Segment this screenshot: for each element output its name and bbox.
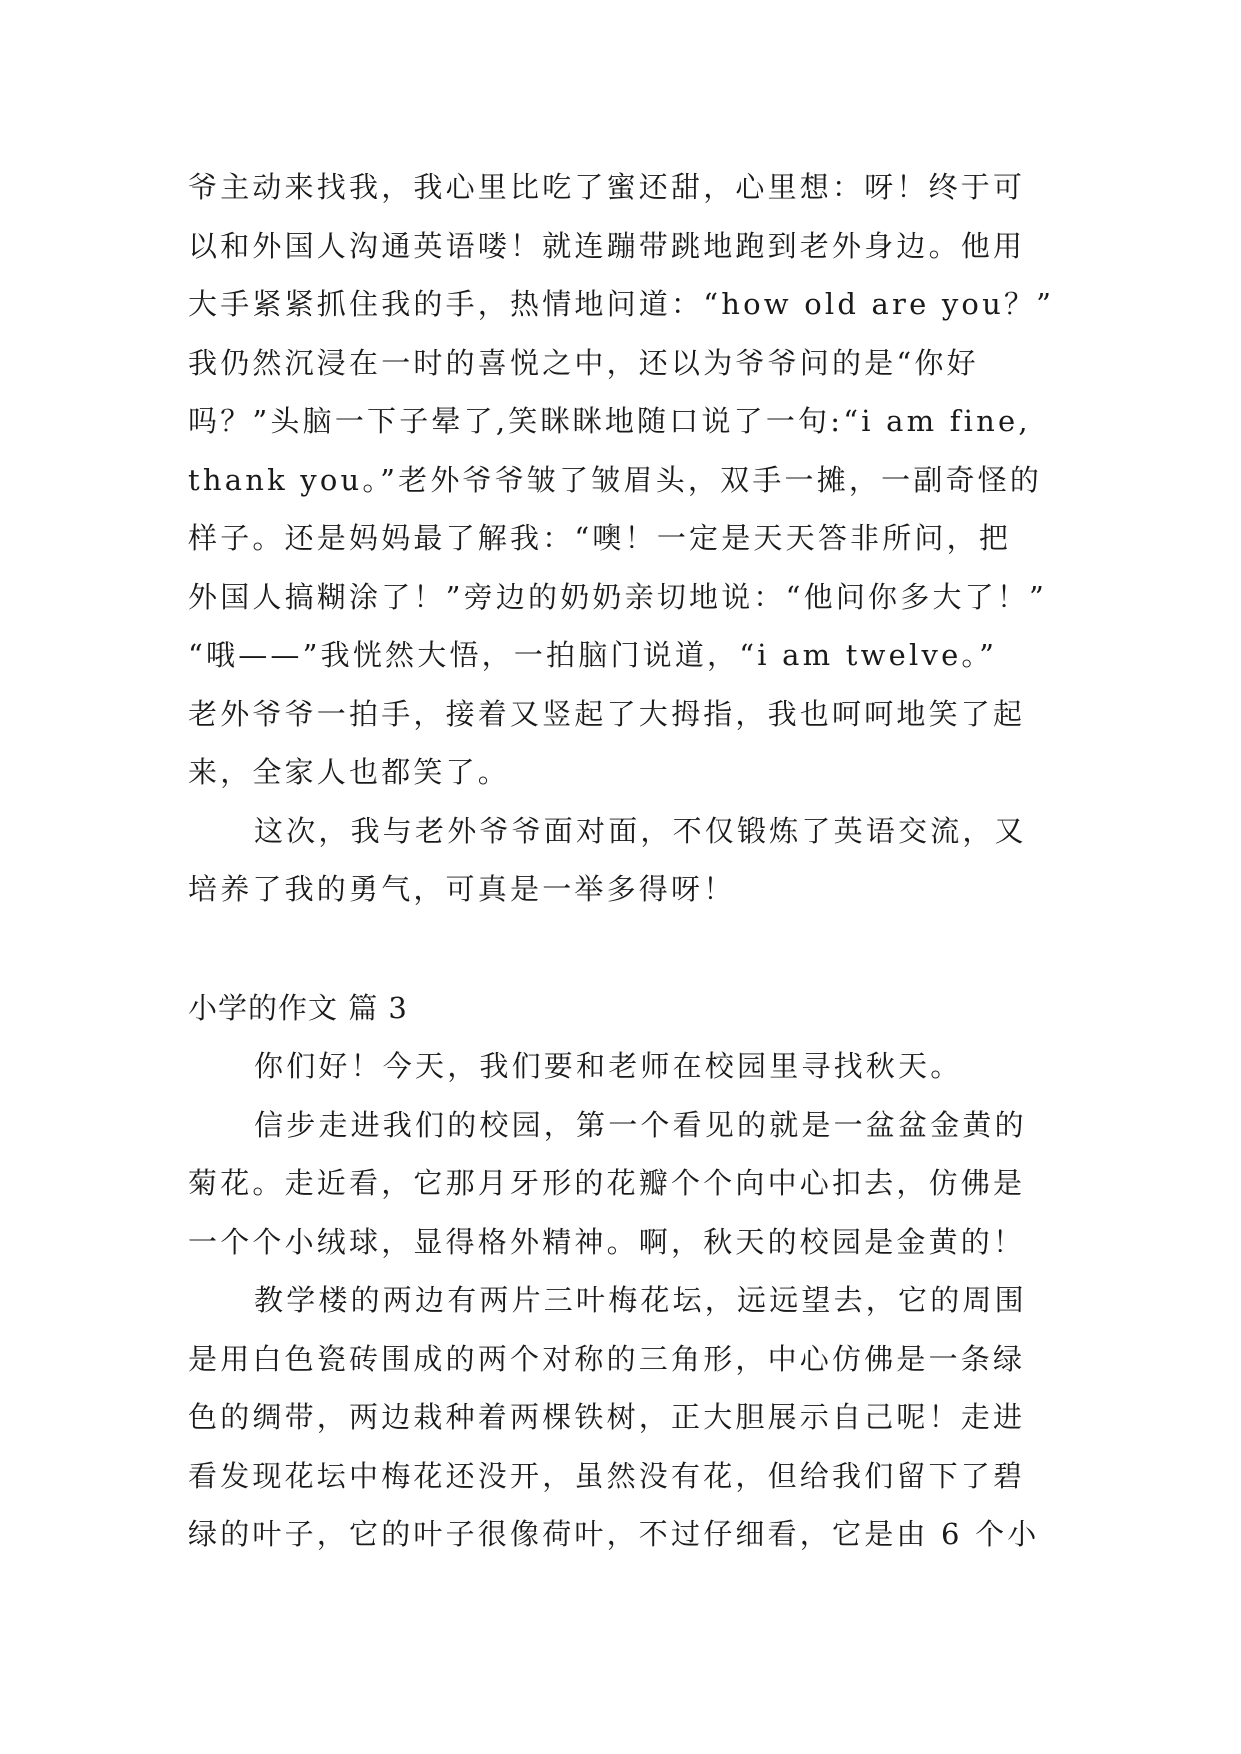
text-line: 老外爷爷一拍手，接着又竖起了大拇指，我也呵呵地笑了起 [188,696,1026,731]
text-line: 菊花。走近看，它那月牙形的花瓣个个向中心扣去，仿佛是 [188,1166,1026,1200]
text-line: 教学楼的两边有两片三叶梅花坛，远远望去，它的周围 [254,1283,1027,1317]
document-page [188,158,1088,1564]
section-heading: 小学的作文 篇 3 [188,990,408,1025]
text-line: 一个个小绒球，显得格外精神。啊，秋天的校园是金黄的！ [188,1224,1026,1259]
text-line: 样子。还是妈妈最了解我：“噢！一定是天天答非所问，把 [188,521,1012,555]
text-line: 绿的叶子，它的叶子很像荷叶，不过仔细看，它是由 6 个小 [188,1517,1040,1551]
text-line: 是用白色瓷砖围成的两个对称的三角形，中心仿佛是一条绿 [188,1341,1026,1376]
paragraph-flower-bed [188,1271,1088,1564]
text-line: 以和外国人沟通英语喽！就连蹦带跳地跑到老外身边。他用 [188,228,1026,263]
text-line: 看发现花坛中梅花还没开，虽然没有花，但给我们留下了碧 [188,1458,1026,1493]
paragraph-greeting [188,1037,1088,1096]
text-line: 爷主动来找我，我心里比吃了蜜还甜，心里想：呀！终于可 [188,170,1026,204]
text-line: 你们好！今天，我们要和老师在校园里寻找秋天。 [254,1049,963,1083]
text-line: 信步走进我们的校园，第一个看见的就是一盆盆金黄的 [254,1107,1027,1142]
paragraph-conclusion [188,802,1088,919]
text-line: 这次，我与老外爷爷面对面，不仅锻炼了英语交流，又 [254,813,1027,848]
section-gap [188,919,1088,979]
text-line: 外国人搞糊涂了！”旁边的奶奶亲切地说：“他问你多大了！” [188,579,1048,614]
text-line: 色的绸带，两边栽种着两棵铁树，正大胆展示自己呢！走进 [188,1400,1026,1434]
text-line: 来，全家人也都笑了。 [188,755,511,789]
paragraph-chrysanthemum [188,1096,1088,1272]
text-line: “哦——”我恍然大悟，一拍脑门说道，“i am twelve。” [188,638,998,672]
text-line: 我仍然沉浸在一时的喜悦之中，还以为爷爷问的是“你好 [188,345,979,380]
paragraph-dialogue [188,158,1088,802]
text-line: 培养了我的勇气，可真是一举多得呀！ [188,872,736,906]
text-line: 大手紧紧抓住我的手，热情地问道：“how old are you？” [188,287,1055,321]
text-line: 吗？”头脑一下子晕了,笑眯眯地随口说了一句:“i am fine, [188,404,1031,438]
text-line: thank you。”老外爷爷皱了皱眉头，双手一摊，一副奇怪的 [188,462,1043,497]
